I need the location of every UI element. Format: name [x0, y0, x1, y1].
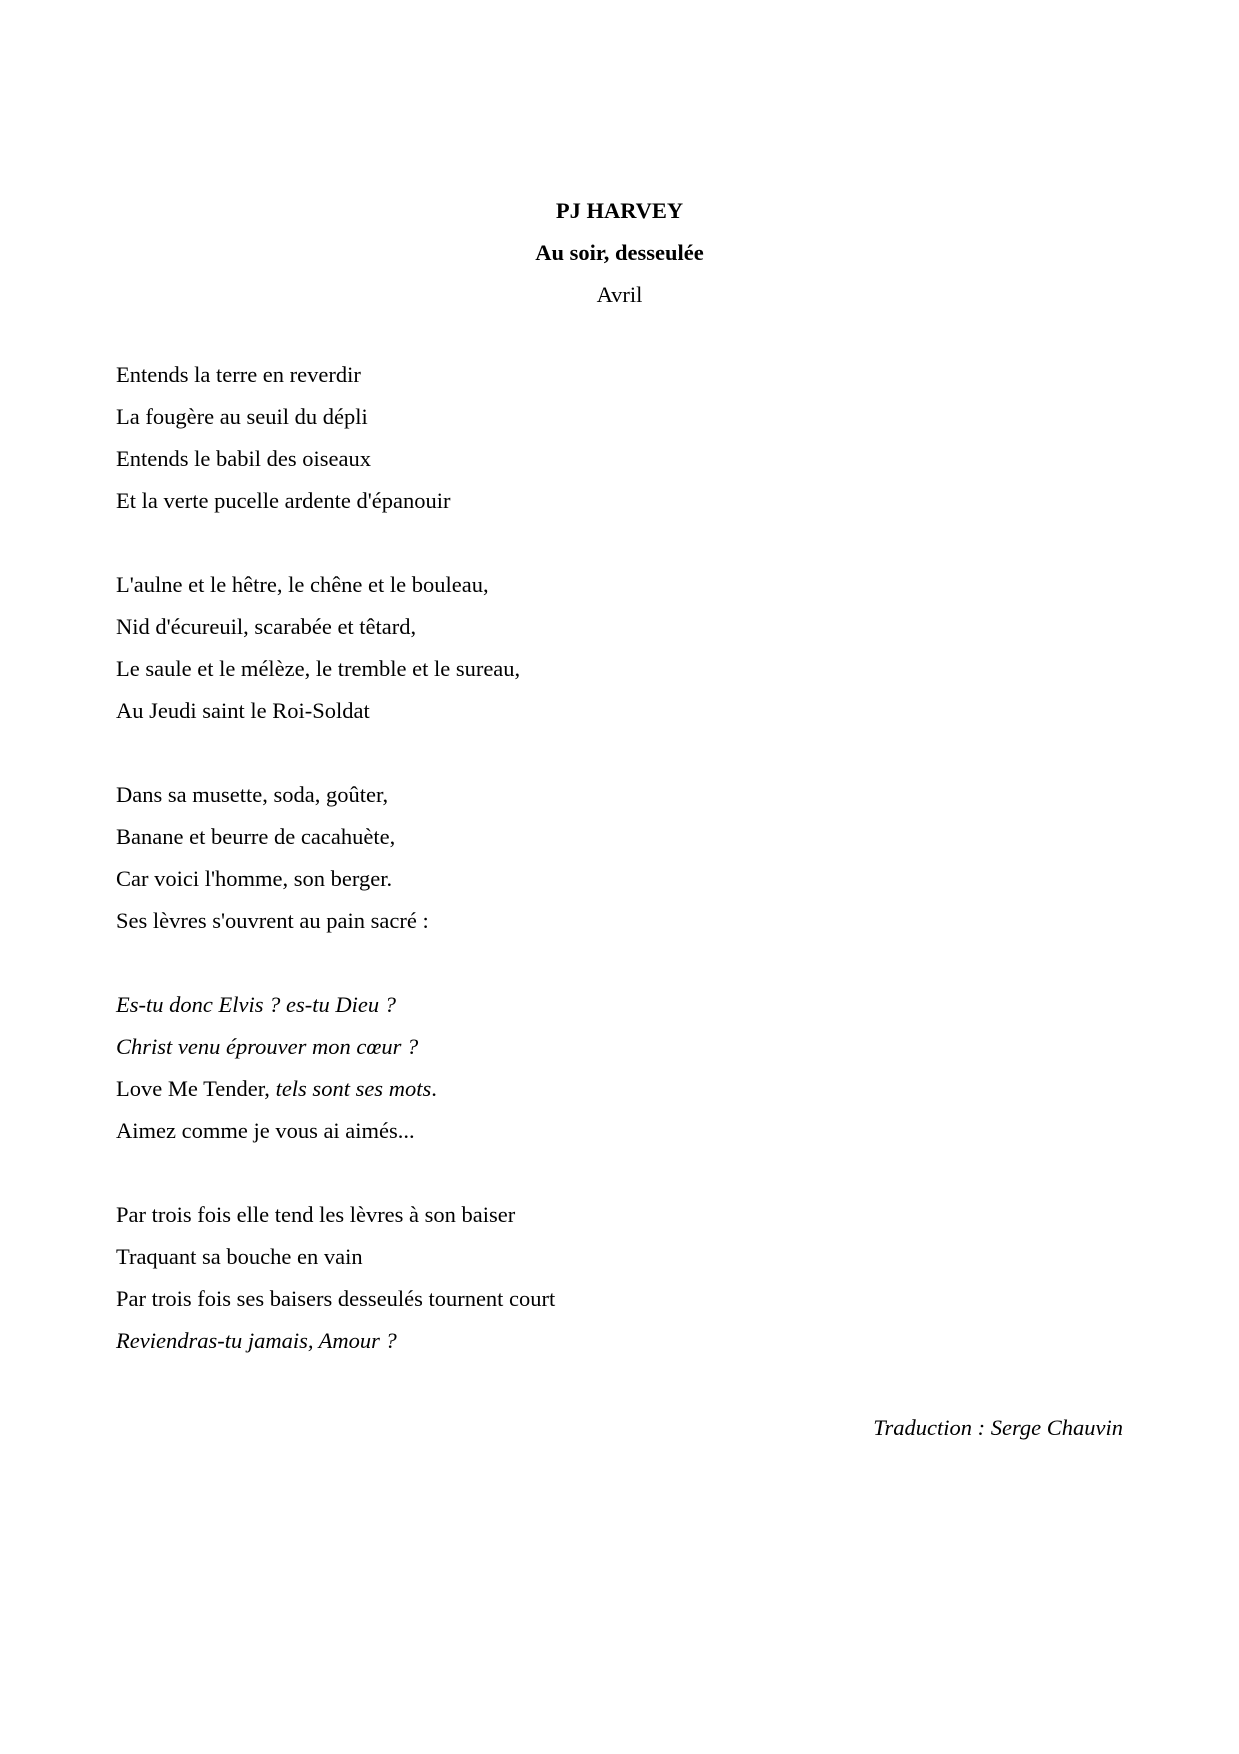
- poem-header: [0, 190, 1239, 316]
- verse-line: Entends la terre en reverdir: [116, 362, 361, 387]
- poem-subtitle: Avril: [596, 282, 643, 307]
- verse-line: Par trois fois elle tend les lèvres à son baiser: [116, 1202, 516, 1227]
- verse-line-mixed: [116, 1068, 1116, 1110]
- verse-line: Christ venu éprouver mon cœur ?: [116, 1034, 419, 1059]
- verse-line: Le saule et le mélèze, le tremble et le sureau,: [116, 656, 521, 681]
- verse-line: Reviendras-tu jamais, Amour ?: [116, 1328, 397, 1353]
- translator-credit: Traduction : Serge Chauvin: [873, 1415, 1123, 1440]
- verse-line: Banane et beurre de cacahuète,: [116, 824, 396, 849]
- poem-body: [116, 354, 1116, 1404]
- verse-line: Entends le babil des oiseaux: [116, 446, 371, 471]
- poem-title: Au soir, desseulée: [535, 240, 704, 265]
- verse-line: Dans sa musette, soda, goûter,: [116, 782, 389, 807]
- verse-line: Par trois fois ses baisers desseulés tournent court: [116, 1286, 556, 1311]
- verse-fragment: Love Me Tender,: [116, 1076, 276, 1101]
- stanza-2: [116, 564, 1116, 732]
- verse-line: Car voici l'homme, son berger.: [116, 866, 393, 891]
- author-name: PJ HARVEY: [555, 198, 684, 223]
- verse-fragment-italic: tels sont ses mots: [275, 1076, 432, 1101]
- verse-line: Au Jeudi saint le Roi-Soldat: [116, 698, 370, 723]
- verse-line: Aimez comme je vous ai aimés...: [116, 1118, 415, 1143]
- stanza-3: [116, 774, 1116, 942]
- verse-fragment: .: [431, 1076, 437, 1101]
- verse-line: La fougère au seuil du dépli: [116, 404, 368, 429]
- stanza-5: [116, 1194, 1116, 1362]
- verse-line: Traquant sa bouche en vain: [116, 1244, 363, 1269]
- stanza-4: [116, 984, 1116, 1152]
- verse-line: L'aulne et le hêtre, le chêne et le bouleau,: [116, 572, 489, 597]
- verse-line: Es-tu donc Elvis ? es-tu Dieu ?: [116, 992, 396, 1017]
- verse-line: Nid d'écureuil, scarabée et têtard,: [116, 614, 417, 639]
- stanza-1: [116, 354, 1116, 522]
- verse-line: Et la verte pucelle ardente d'épanouir: [116, 488, 451, 513]
- verse-line: Ses lèvres s'ouvrent au pain sacré :: [116, 908, 429, 933]
